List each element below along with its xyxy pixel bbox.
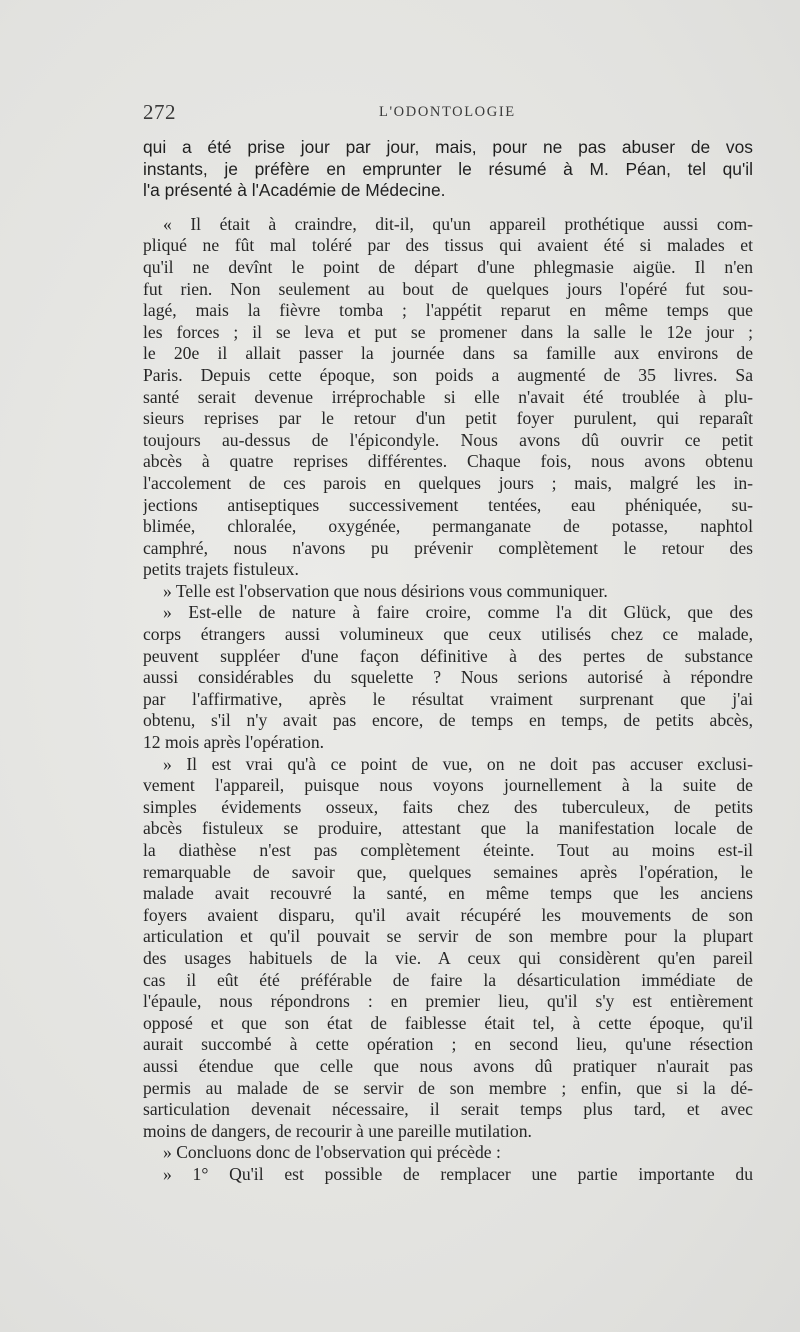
- text-line: » Est-elle de nature à faire croire, comme l'a dit Glück, que des: [163, 602, 753, 623]
- text-line: aurait succombé à cette opération ; en second lieu, qu'une résection: [143, 1034, 753, 1055]
- text-line: articulation et qu'il pouvait se servir de son membre pour la plupart: [143, 926, 753, 947]
- text-line: » Concluons donc de l'observation qui précède :: [163, 1142, 501, 1163]
- text-line: instants, je préfère en emprunter le résumé à M. Péan, tel qu'il: [143, 158, 753, 179]
- text-line: abcès fistuleux se produire, attestant que la manifestation locale de: [143, 818, 753, 839]
- text-line: malade avait recouvré la santé, en même temps que les anciens: [143, 883, 753, 904]
- text-line: aussi considérables du squelette ? Nous serions autorisé à répondre: [143, 667, 753, 688]
- text-line: opposé et que son état de faiblesse était tel, à cette époque, qu'il: [143, 1012, 753, 1033]
- text-line: moins de dangers, de recourir à une pareille mutilation.: [143, 1120, 532, 1141]
- text-line: cas il eût été préférable de faire la désarticulation immédiate de: [143, 969, 753, 990]
- text-line: des usages habituels de la vie. A ceux qui considèrent qu'en pareil: [143, 947, 753, 968]
- text-line: l'accolement de ces parois en quelques jours ; mais, malgré les in-: [143, 472, 753, 493]
- text-line: pliqué ne fût mal toléré par des tissus qui avaient été si malades et: [143, 235, 753, 256]
- text-line: la diathèse n'est pas complètement éteinte. Tout au moins est-il: [143, 840, 753, 860]
- text-line: petits trajets fistuleux.: [143, 559, 299, 580]
- body-text: [143, 137, 753, 1186]
- text-line: sieurs reprises par le retour d'un petit foyer purulent, qui reparaît: [143, 408, 753, 429]
- page-number: 272: [143, 100, 176, 124]
- text-line: blimée, chloralée, oxygénée, permanganate de potasse, naphtol: [143, 516, 753, 537]
- text-line: vement l'appareil, puisque nous voyons journellement à la suite de: [143, 775, 753, 796]
- text-line: peuvent suppléer d'une façon définitive à des pertes de substance: [143, 645, 753, 666]
- text-line: » Il est vrai qu'à ce point de vue, on ne doit pas accuser exclusi-: [163, 753, 753, 774]
- text-line: santé serait devenue irréprochable si elle n'avait été troublée à plu-: [143, 386, 753, 407]
- text-line: jections antiseptiques successivement tentées, eau phéniquée, su-: [143, 494, 753, 515]
- text-line: l'épaule, nous répondrons : en premier lieu, qu'il s'y est entièrement: [143, 991, 753, 1012]
- text-line: toujours au-dessus de l'épicondyle. Nous avons dû ouvrir ce petit: [143, 429, 753, 450]
- text-line: simples évidements osseux, faits chez des tuberculeux, de petits: [143, 796, 753, 817]
- text-line: sarticulation devenait nécessaire, il serait temps plus tard, et avec: [143, 1099, 753, 1120]
- text-line: corps étrangers aussi volumineux que ceux utilisés chez ce malade,: [143, 624, 753, 645]
- text-line: aussi étendue que celle que nous avons dû pratiquer n'aurait pas: [143, 1055, 753, 1076]
- text-line: abcès à quatre reprises différentes. Chaque fois, nous avons obtenu: [143, 451, 753, 472]
- text-line: qui a été prise jour par jour, mais, pour ne pas abuser de vos: [143, 137, 753, 157]
- running-title: L'ODONTOLOGIE: [379, 104, 516, 120]
- text-line: » 1° Qu'il est possible de remplacer une partie importante du: [163, 1163, 753, 1184]
- text-line: foyers avaient disparu, qu'il avait récupéré les mouvements de son: [143, 904, 753, 925]
- text-line: 12 mois après l'opération.: [143, 732, 325, 753]
- text-line: qu'il ne devînt le point de départ d'une phlegmasie aigüe. Il n'en: [143, 256, 753, 277]
- text-line: l'a présenté à l'Académie de Médecine.: [143, 180, 446, 201]
- text-line: par l'affirmative, après le résultat vraiment surprenant que j'ai: [143, 688, 753, 709]
- text-line: camphré, nous n'avons pu prévenir complètement le retour des: [143, 537, 753, 558]
- text-line: Paris. Depuis cette époque, son poids a augmenté de 35 livres. Sa: [143, 364, 753, 385]
- text-line: permis au malade de se servir de son membre ; enfin, que si la dé-: [143, 1077, 753, 1098]
- text-line: obtenu, s'il n'y avait pas encore, de temps en temps, de petits abcès,: [143, 710, 753, 731]
- text-line: remarquable de savoir que, quelques semaines après l'opération, le: [143, 861, 753, 882]
- text-line: le 20e il allait passer la journée dans sa famille aux environs de: [143, 343, 753, 364]
- text-line: fut rien. Non seulement au bout de quelques jours l'opéré fut sou-: [143, 278, 753, 299]
- text-line: les forces ; il se leva et put se promener dans la salle le 12e jour ;: [143, 321, 753, 342]
- text-line: » Telle est l'observation que nous désirions vous communiquer.: [163, 580, 608, 601]
- text-line: lagé, mais la fièvre tomba ; l'appétit reparut en même temps que: [143, 300, 753, 321]
- running-head: [143, 100, 753, 126]
- text-line: « Il était à craindre, dit-il, qu'un appareil prothétique aussi com-: [163, 213, 753, 234]
